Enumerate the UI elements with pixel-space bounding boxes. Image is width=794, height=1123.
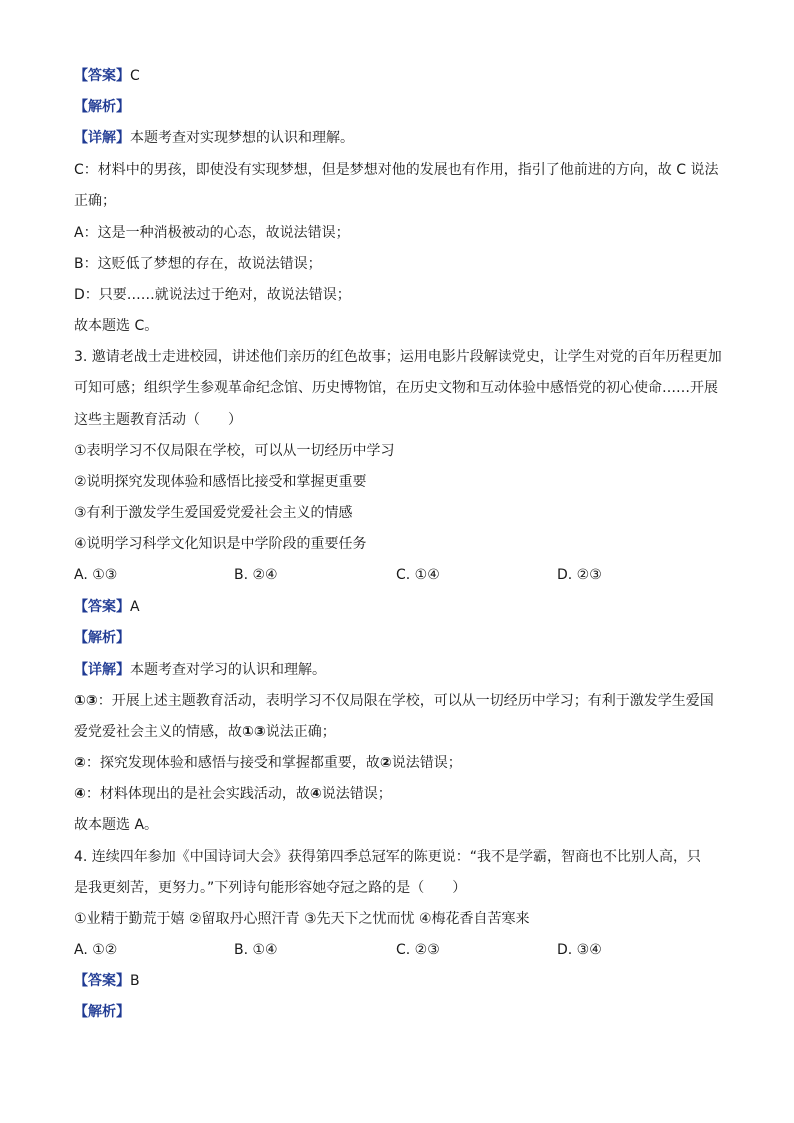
question-4-stem-line1: 4. 连续四年参加《中国诗词大会》获得第四季总冠军的陈更说：“我不是学霸，智商也不比别人高，只 xyxy=(74,849,702,865)
question-3-statement-3: ③有利于激发学生爱国爱党爱社会主义的情感 xyxy=(74,505,353,521)
question-3-option-b: B. ②④ xyxy=(234,567,278,583)
analysis-label-q3: 【解析】 xyxy=(74,630,130,646)
explanation-c-line2: 正确； xyxy=(74,193,116,209)
question-4-option-b: B. ①④ xyxy=(234,942,278,958)
answer-line-q4 xyxy=(74,971,140,991)
explanation-d: D：只要……就说法过于绝对，故说法错误； xyxy=(74,287,351,303)
question-4-option-a: A. ①② xyxy=(74,942,118,958)
explanation-b: B：这贬低了梦想的存在，故说法错误； xyxy=(74,256,322,272)
question-3-stem-line3: 这些主题教育活动（ ） xyxy=(74,412,242,428)
explanation-13-line1: ①③：开展上述主题教育活动，表明学习不仅局限在学校，可以从一切经历中学习；有利于激发学生爱国 xyxy=(74,693,714,709)
answer-value: C xyxy=(130,68,140,84)
conclusion-q3: 故本题选 A。 xyxy=(74,817,159,833)
explanation-c-line1: C：材料中的男孩，即使没有实现梦想，但是梦想对他的发展也有作用，指引了他前进的方向，故 C 说法 xyxy=(74,162,719,178)
question-4-option-c: C. ②③ xyxy=(396,942,440,958)
answer-label: 【答案】 xyxy=(74,68,130,84)
detail-line-q2 xyxy=(74,128,354,148)
question-3-option-a: A. ①③ xyxy=(74,567,118,583)
detail-label: 【详解】 xyxy=(74,130,130,146)
explanation-13-line2: 爱党爱社会主义的情感，故①③说法正确； xyxy=(74,724,336,740)
answer-line-q2 xyxy=(74,66,140,86)
explanation-a: A：这是一种消极被动的心态，故说法错误； xyxy=(74,225,350,241)
question-3-statement-4: ④说明学习科学文化知识是中学阶段的重要任务 xyxy=(74,536,367,552)
answer-label: 【答案】 xyxy=(74,599,130,615)
detail-label: 【详解】 xyxy=(74,662,130,678)
analysis-label-q2: 【解析】 xyxy=(74,99,130,115)
question-4-statements: ①业精于勤荒于嬉 ②留取丹心照汗青 ③先天下之忧而忧 ④梅花香自苦寒来 xyxy=(74,911,530,927)
question-3-option-c: C. ①④ xyxy=(396,567,440,583)
question-3-statement-2: ②说明探究发现体验和感悟比接受和掌握更重要 xyxy=(74,474,367,490)
question-3-option-d: D. ②③ xyxy=(557,567,602,583)
conclusion-q2: 故本题选 C。 xyxy=(74,318,159,334)
question-4-stem-line2: 是我更刻苦，更努力。”下列诗句能形容她夺冠之路的是（ ） xyxy=(74,880,467,896)
explanation-2: ②：探究发现体验和感悟与接受和掌握都重要，故②说法错误； xyxy=(74,755,462,771)
analysis-label-q4: 【解析】 xyxy=(74,1004,130,1020)
question-3-statement-1: ①表明学习不仅局限在学校，可以从一切经历中学习 xyxy=(74,443,395,459)
answer-line-q3 xyxy=(74,597,140,617)
detail-text: 本题考查对实现梦想的认识和理解。 xyxy=(130,130,354,146)
question-3-stem-line2: 可知可感；组织学生参观革命纪念馆、历史博物馆，在历史文物和互动体验中感悟党的初心使命……开展 xyxy=(74,380,718,396)
answer-value: B xyxy=(130,973,140,989)
question-4-option-d: D. ③④ xyxy=(557,942,602,958)
answer-label: 【答案】 xyxy=(74,973,130,989)
detail-line-q3 xyxy=(74,660,326,680)
explanation-4: ④：材料体现出的是社会实践活动，故④说法错误； xyxy=(74,786,392,802)
answer-value: A xyxy=(130,599,140,615)
detail-text: 本题考查对学习的认识和理解。 xyxy=(130,662,326,678)
question-3-stem-line1: 3. 邀请老战士走进校园，讲述他们亲历的红色故事；运用电影片段解读党史，让学生对党的百年历程更加 xyxy=(74,349,722,365)
